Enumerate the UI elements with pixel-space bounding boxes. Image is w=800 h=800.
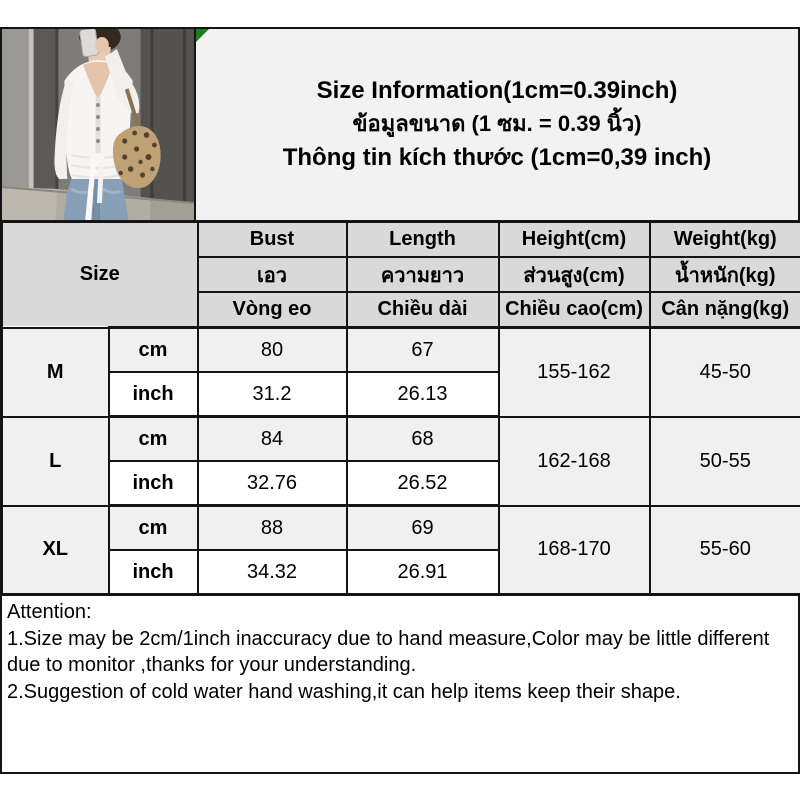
row-m-length-inch: 26.13 xyxy=(347,372,499,417)
row-xl-length-cm: 69 xyxy=(347,506,499,551)
cell-flag-triangle-icon xyxy=(196,29,209,42)
col-header-weight-vi: Cân nặng(kg) xyxy=(650,292,800,328)
sash-knot xyxy=(89,154,105,164)
col-header-bust-th: เอว xyxy=(198,257,347,292)
size-header-cell: Size xyxy=(2,222,198,328)
col-header-height-vi: Chiều cao(cm) xyxy=(499,292,650,328)
row-xl-height: 168-170 xyxy=(499,506,650,595)
row-xl-bust-cm: 88 xyxy=(198,506,347,551)
row-xl-bust-inch: 34.32 xyxy=(198,550,347,595)
row-m-length-cm: 67 xyxy=(347,328,499,373)
row-m-bust-cm: 80 xyxy=(198,328,347,373)
row-m-size-label: M xyxy=(2,328,109,417)
row-m-unit-inch: inch xyxy=(109,372,198,417)
row-l-weight: 50-55 xyxy=(650,417,800,506)
attention-box xyxy=(0,594,800,774)
row-l-bust-inch: 32.76 xyxy=(198,461,347,506)
row-m-weight: 45-50 xyxy=(650,328,800,417)
col-header-weight-th: น้ำหนัก(kg) xyxy=(650,257,800,292)
size-table xyxy=(0,220,800,596)
col-header-bust-en: Bust xyxy=(198,222,347,258)
row-m-unit-cm: cm xyxy=(109,328,198,373)
row-xl-size-label: XL xyxy=(2,506,109,595)
row-l-length-inch: 26.52 xyxy=(347,461,499,506)
attention-note-2: 2.Suggestion of cold water hand washing,it can help items keep their shape. xyxy=(7,680,681,703)
size-info-title-th: ข้อมูลขนาด (1 ซม. = 0.39 นิ้ว) xyxy=(352,111,642,137)
col-header-length-en: Length xyxy=(347,222,499,258)
row-l-unit-inch: inch xyxy=(109,461,198,506)
hand xyxy=(95,37,109,53)
row-m-height: 155-162 xyxy=(499,328,650,417)
row-l-unit-cm: cm xyxy=(109,417,198,462)
product-photo-illustration xyxy=(2,29,194,220)
row-m-bust-inch: 31.2 xyxy=(198,372,347,417)
col-header-length-vi: Chiều dài xyxy=(347,292,499,328)
col-header-length-th: ความยาว xyxy=(347,257,499,292)
col-header-height-th: ส่วนสูง(cm) xyxy=(499,257,650,292)
row-xl-unit-cm: cm xyxy=(109,506,198,551)
col-header-bust-vi: Vòng eo xyxy=(198,292,347,328)
row-xl-length-inch: 26.91 xyxy=(347,550,499,595)
attention-note-1: 1.Size may be 2cm/1inch inaccuracy due to hand measure,Color may be little different due to monitor ,thanks for your understanding. xyxy=(7,627,770,677)
size-info-title-en: Size Information(1cm=0.39inch) xyxy=(316,77,678,105)
row-xl-unit-inch: inch xyxy=(109,550,198,595)
row-l-bust-cm: 84 xyxy=(198,417,347,462)
row-l-size-label: L xyxy=(2,417,109,506)
row-xl-weight: 55-60 xyxy=(650,506,800,595)
col-header-height-en: Height(cm) xyxy=(499,222,650,258)
attention-heading: Attention: xyxy=(7,601,92,623)
row-l-height: 162-168 xyxy=(499,417,650,506)
product-photo xyxy=(0,27,196,222)
size-info-title-vi: Thông tin kích thước (1cm=0,39 inch) xyxy=(282,143,712,171)
col-header-weight-en: Weight(kg) xyxy=(650,222,800,258)
row-l-length-cm: 68 xyxy=(347,417,499,462)
title-cell xyxy=(194,27,800,222)
top-section xyxy=(0,27,800,222)
